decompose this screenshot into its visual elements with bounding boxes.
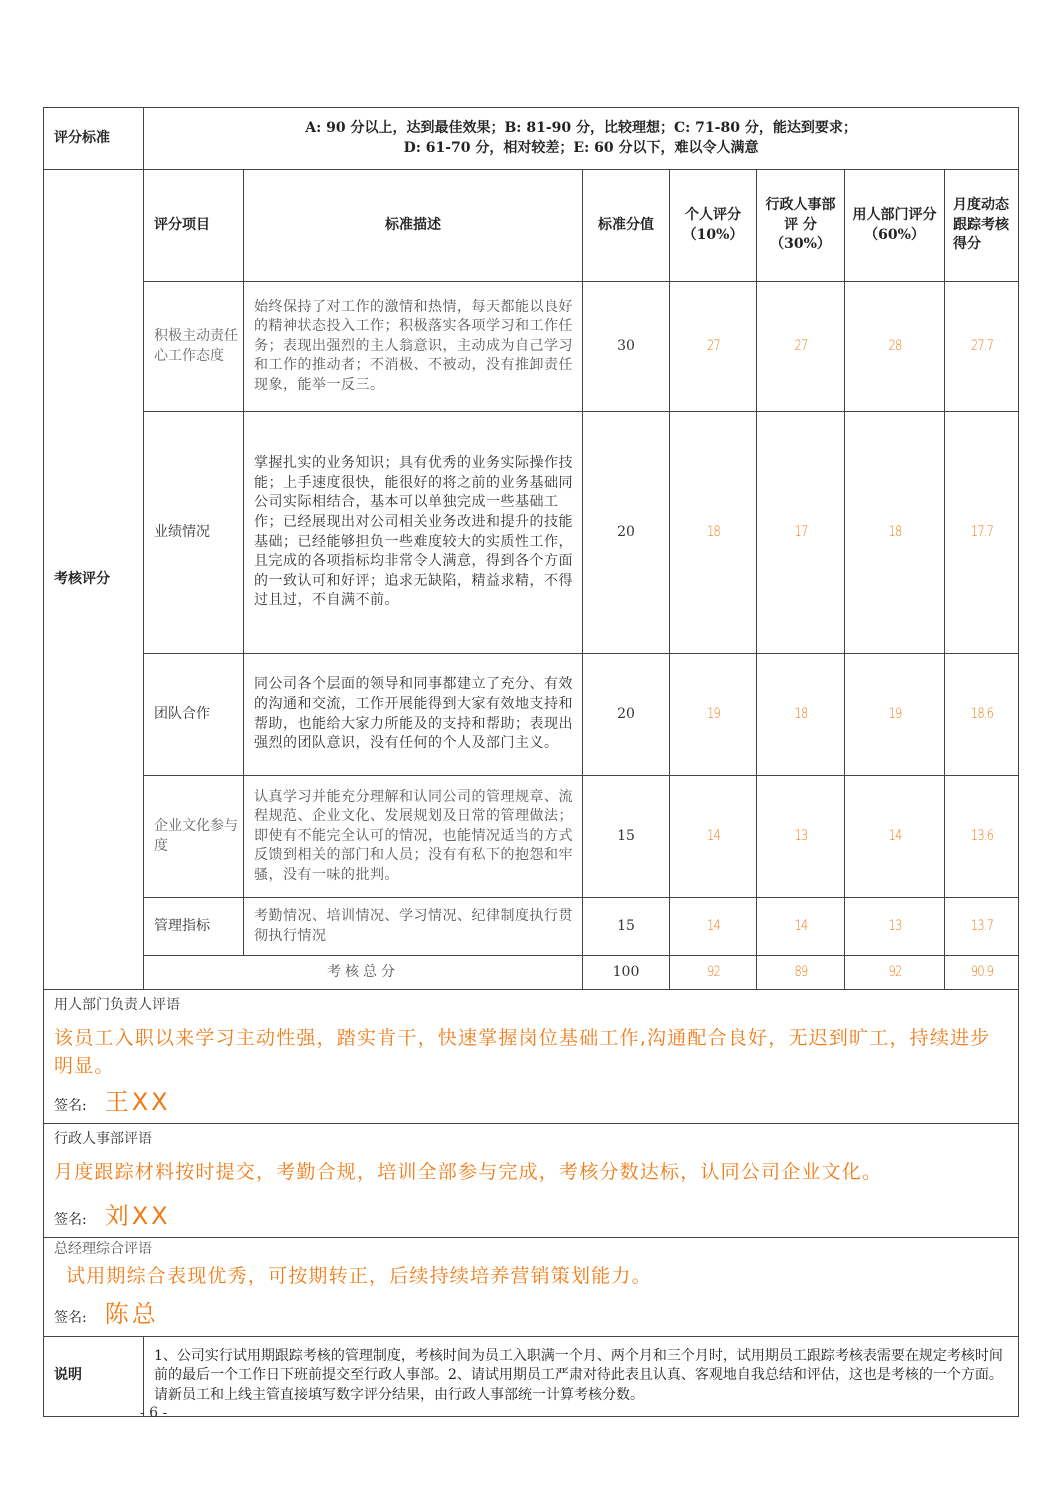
dept-sign-label: 签名: bbox=[54, 1097, 87, 1114]
hr-sign-label: 签名: bbox=[54, 1211, 87, 1228]
standard-score: 15 bbox=[583, 776, 670, 898]
item-description: 掌握扎实的业务知识；具有优秀的业务实际操作技能；上手速度很快，能很好的将之前的业务基础同公司实际相结合，基本可以单独完成一些基础工作；已经展现出对公司相关业务改进和提升的技能基础；已经能够担负一些难度较大的实质性工作，且完成的各项指标均非常令人满意，得到各个方面的一致认可和好评；追求无缺陷，精益求精，不得过且过，不自满不前。 bbox=[244, 412, 583, 654]
dept-comment-cell bbox=[44, 990, 1019, 1124]
item-description: 考勤情况、培训情况、学习情况、纪律制度执行贯彻执行情况 bbox=[244, 898, 583, 956]
assessment-header-row bbox=[44, 170, 1019, 282]
assessment-label: 考核评分 bbox=[44, 170, 144, 990]
header-self: 个人评分（10%） bbox=[670, 170, 757, 282]
item-name: 团队合作 bbox=[144, 654, 244, 776]
header-item: 评分项目 bbox=[144, 170, 244, 282]
table-row bbox=[44, 898, 1019, 956]
total-self-score: 92 bbox=[677, 956, 748, 990]
monthly-score: 13.7 bbox=[951, 898, 1012, 956]
dept-comment-title: 用人部门负责人评语 bbox=[54, 997, 180, 1013]
standard-score: 15 bbox=[583, 898, 670, 956]
hr-signature-line bbox=[44, 1186, 1018, 1238]
total-standard-score: 100 bbox=[583, 956, 670, 990]
hr-score: 17 bbox=[764, 412, 836, 654]
self-score: 19 bbox=[677, 654, 748, 776]
hr-score: 14 bbox=[764, 898, 836, 956]
hr-comment-title: 行政人事部评语 bbox=[54, 1131, 152, 1148]
gm-comment-title: 总经理综合评语 bbox=[54, 1241, 152, 1258]
hr-score: 13 bbox=[764, 776, 836, 898]
hr-score: 18 bbox=[764, 654, 836, 776]
dept-comment-row bbox=[44, 990, 1019, 1124]
assessment-form-table bbox=[43, 107, 1019, 1417]
item-name: 企业文化参与度 bbox=[144, 776, 244, 898]
header-desc: 标准描述 bbox=[244, 170, 583, 282]
dept-score: 14 bbox=[854, 776, 936, 898]
dept-score: 13 bbox=[854, 898, 936, 956]
monthly-score: 18.6 bbox=[951, 654, 1012, 776]
table-row bbox=[44, 282, 1019, 412]
notes-row bbox=[44, 1336, 1019, 1416]
hr-signature: 刘XX bbox=[104, 1201, 171, 1230]
dept-score: 18 bbox=[854, 412, 936, 654]
total-monthly-score: 90.9 bbox=[951, 956, 1012, 990]
gm-signature: 陈总 bbox=[104, 1299, 159, 1328]
item-name: 积极主动责任心工作态度 bbox=[144, 282, 244, 412]
header-monthly: 月度动态跟踪考核得分 bbox=[945, 170, 1019, 282]
criteria-line-1: A: 90 分以上，达到最佳效果；B: 81-90 分，比较理想；C: 71-80 分，能达到要求； bbox=[305, 119, 857, 136]
dept-score: 19 bbox=[854, 654, 936, 776]
item-name: 管理指标 bbox=[144, 898, 244, 956]
hr-comment-cell bbox=[44, 1124, 1019, 1238]
gm-sign-label: 签名: bbox=[54, 1309, 87, 1326]
notes-label: 说明 bbox=[44, 1336, 144, 1416]
standard-score: 20 bbox=[583, 654, 670, 776]
item-name: 业绩情况 bbox=[144, 412, 244, 654]
table-row bbox=[44, 654, 1019, 776]
self-score: 27 bbox=[677, 282, 748, 412]
criteria-label: 评分标准 bbox=[44, 108, 144, 170]
gm-comment-cell bbox=[44, 1238, 1019, 1336]
monthly-score: 27.7 bbox=[951, 282, 1012, 412]
page-number: - 6 - bbox=[140, 1405, 168, 1421]
table-row bbox=[44, 412, 1019, 654]
dept-signature: 王XX bbox=[104, 1087, 171, 1116]
criteria-line-2: D: 61-70 分，相对较差；E: 60 分以下，难以令人满意 bbox=[403, 139, 759, 156]
standard-score: 20 bbox=[583, 412, 670, 654]
header-hr: 行政人事部 评 分（30%） bbox=[757, 170, 845, 282]
item-description: 认真学习并能充分理解和认同公司的管理规章、流程规范、企业文化、发展规划及日常的管理做法；即使有不能完全认可的情况，也能情况适当的方式反馈到相关的部门和人员；没有有私下的抱怨和牢骚，没有一味的批判。 bbox=[244, 776, 583, 898]
item-description: 始终保持了对工作的激情和热情，每天都能以良好的精神状态投入工作；积极落实各项学习和工作任务；表现出强烈的主人翁意识，主动成为自己学习和工作的推动者；不消极、不被动，没有推卸责任现象，能举一反三。 bbox=[244, 282, 583, 412]
monthly-score: 13.6 bbox=[951, 776, 1012, 898]
self-score: 18 bbox=[677, 412, 748, 654]
table-row bbox=[44, 776, 1019, 898]
total-row bbox=[44, 956, 1019, 990]
total-label: 考核总分 bbox=[144, 956, 583, 990]
header-std: 标准分值 bbox=[583, 170, 670, 282]
total-hr-score: 89 bbox=[764, 956, 836, 990]
hr-comment-text: 月度跟踪材料按时提交，考勤合规，培训全部参与完成，考核分数达标，认同公司企业文化。 bbox=[54, 1160, 883, 1183]
gm-comment-text: 试用期综合表现优秀，可按期转正，后续持续培养营销策划能力。 bbox=[66, 1264, 652, 1287]
gm-signature-line bbox=[44, 1290, 1018, 1336]
gm-comment-row bbox=[44, 1238, 1019, 1336]
item-description: 同公司各个层面的领导和同事都建立了充分、有效的沟通和交流，工作开展能得到大家有效地支持和帮助，也能给大家力所能及的支持和帮助；表现出强烈的团队意识，没有任何的个人及部门主义。 bbox=[244, 654, 583, 776]
hr-comment-row bbox=[44, 1124, 1019, 1238]
notes-text: 1、公司实行试用期跟踪考核的管理制度，考核时间为员工入职满一个月、两个月和三个月时，试用期员工跟踪考核表需要在规定考核时间前的最后一个工作日下班前提交至行政人事部。2、请试用期员工严肃对待此表且认真、客观地自我总结和评估，这也是考核的一个方面。请新员工和上线主管直接填写数字评分结果，由行政人事部统一计算考核分数。 bbox=[144, 1336, 1019, 1416]
criteria-text bbox=[144, 108, 1019, 170]
criteria-row bbox=[44, 108, 1019, 170]
hr-score: 27 bbox=[764, 282, 836, 412]
dept-score: 28 bbox=[854, 282, 936, 412]
monthly-score: 17.7 bbox=[951, 412, 1012, 654]
dept-comment-text: 该员工入职以来学习主动性强，踏实肯干，快速掌握岗位基础工作,沟通配合良好，无迟到旷工，持续进步明显。 bbox=[54, 1026, 991, 1077]
self-score: 14 bbox=[677, 776, 748, 898]
dept-signature-line bbox=[44, 1080, 1018, 1124]
total-dept-score: 92 bbox=[854, 956, 936, 990]
header-dept: 用人部门评分（60%） bbox=[845, 170, 945, 282]
self-score: 14 bbox=[677, 898, 748, 956]
standard-score: 30 bbox=[583, 282, 670, 412]
